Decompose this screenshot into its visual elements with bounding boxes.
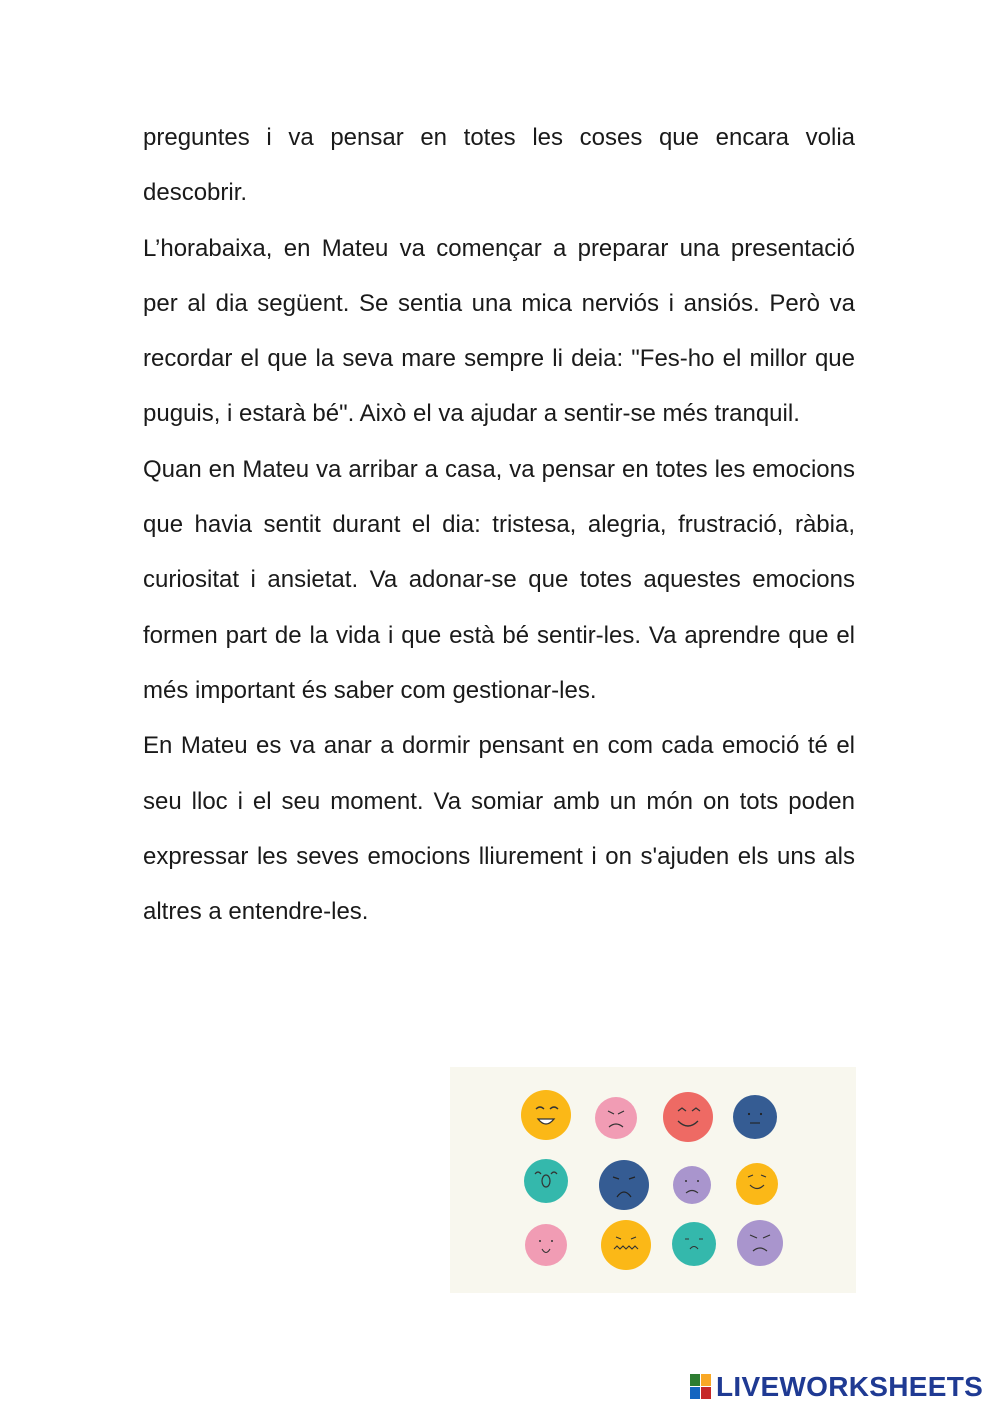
liveworksheets-branding	[690, 1370, 983, 1404]
angry-face-icon	[737, 1220, 783, 1266]
paragraph-1: preguntes i va pensar en totes les coses que encara volia descobrir.	[143, 124, 855, 207]
sad-face-icon	[595, 1097, 637, 1139]
emotion-faces-illustration	[450, 1067, 856, 1293]
calm-face-icon	[733, 1095, 777, 1139]
surprised-face-icon	[524, 1159, 568, 1203]
brand-name: LIVEWORKSHEETS	[716, 1371, 984, 1402]
worried-face-icon	[673, 1166, 711, 1204]
paragraph-3: Quan en Mateu va arribar a casa, va pensar en totes les emocions que havia sentit durant el dia: tristesa, alegria, frustració, ràbia, curiositat i ansietat. Va adonar-se que totes aquestes emocions formen part de la vida i que està bé sentir-les. Va aprendre que el més important és saber com gestionar-les.	[143, 455, 855, 704]
faces-svg	[450, 1067, 856, 1293]
loving-face-icon	[663, 1092, 713, 1142]
nervous-face-icon	[601, 1220, 651, 1270]
frustrated-face-icon	[599, 1160, 649, 1210]
content-face-icon	[736, 1163, 778, 1205]
liveworksheets-logo-icon	[690, 1374, 712, 1400]
thinking-face-icon	[672, 1222, 716, 1266]
paragraph-4: En Mateu es va anar a dormir pensant en com cada emoció té el seu lloc i el seu moment. Va somiar amb un món on tots poden expressar les seves emocions lliurement i on s'ajuden els uns als altres a entendre-les.	[143, 732, 855, 926]
story-text	[143, 110, 855, 939]
shy-face-icon	[525, 1224, 567, 1266]
happy-face-icon	[521, 1090, 571, 1140]
paragraph-2: L’horabaixa, en Mateu va començar a preparar una presentació per al dia següent. Se sentia una mica nerviós i ansiós. Però va recordar el que la seva mare sempre li deia: "Fes-ho el millor que puguis, i estarà bé". Això el va ajudar a sentir-se més tranquil.	[143, 234, 855, 428]
